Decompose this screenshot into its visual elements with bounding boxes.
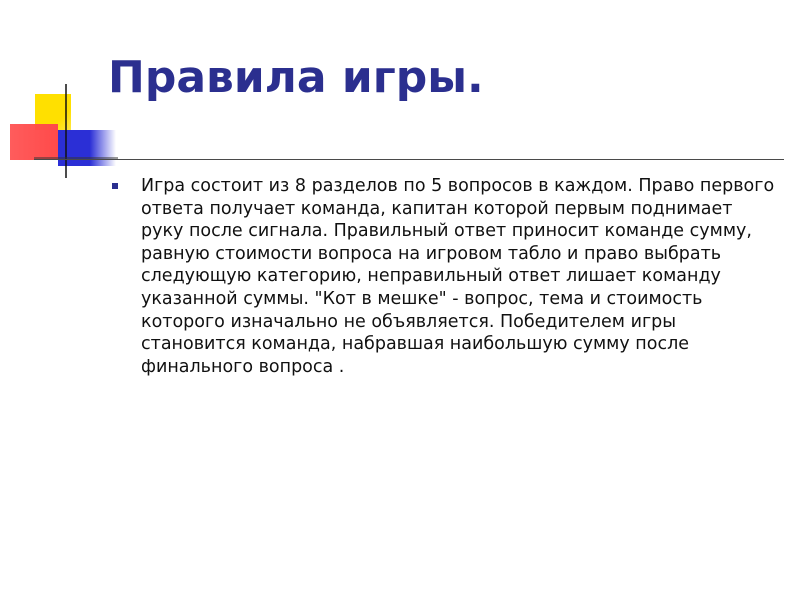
- deco-red-square: [10, 124, 58, 160]
- square-bullet-icon: [112, 183, 118, 189]
- decorative-squares-logo: [8, 84, 118, 184]
- list-item: [110, 175, 775, 378]
- title-divider: [34, 159, 784, 160]
- bullet-list: [110, 175, 775, 378]
- game-rules-text: Игра состоит из 8 разделов по 5 вопросов в каждом. Право первого ответа получает команда, капитан которой первым поднимает руку после сигнала. Правильный ответ приносит команде сумму, равную стоимости вопроса на игровом табло и право выбрать следующую категорию, неправильный ответ лишает команду указанной суммы. "Кот в мешке" - вопрос, тема и стоимость которого изначально не объявляется. Победителем игры становится команда, набравшая наибольшую сумму после финального вопроса .: [141, 176, 775, 377]
- slide-title: Правила игры.: [108, 52, 484, 103]
